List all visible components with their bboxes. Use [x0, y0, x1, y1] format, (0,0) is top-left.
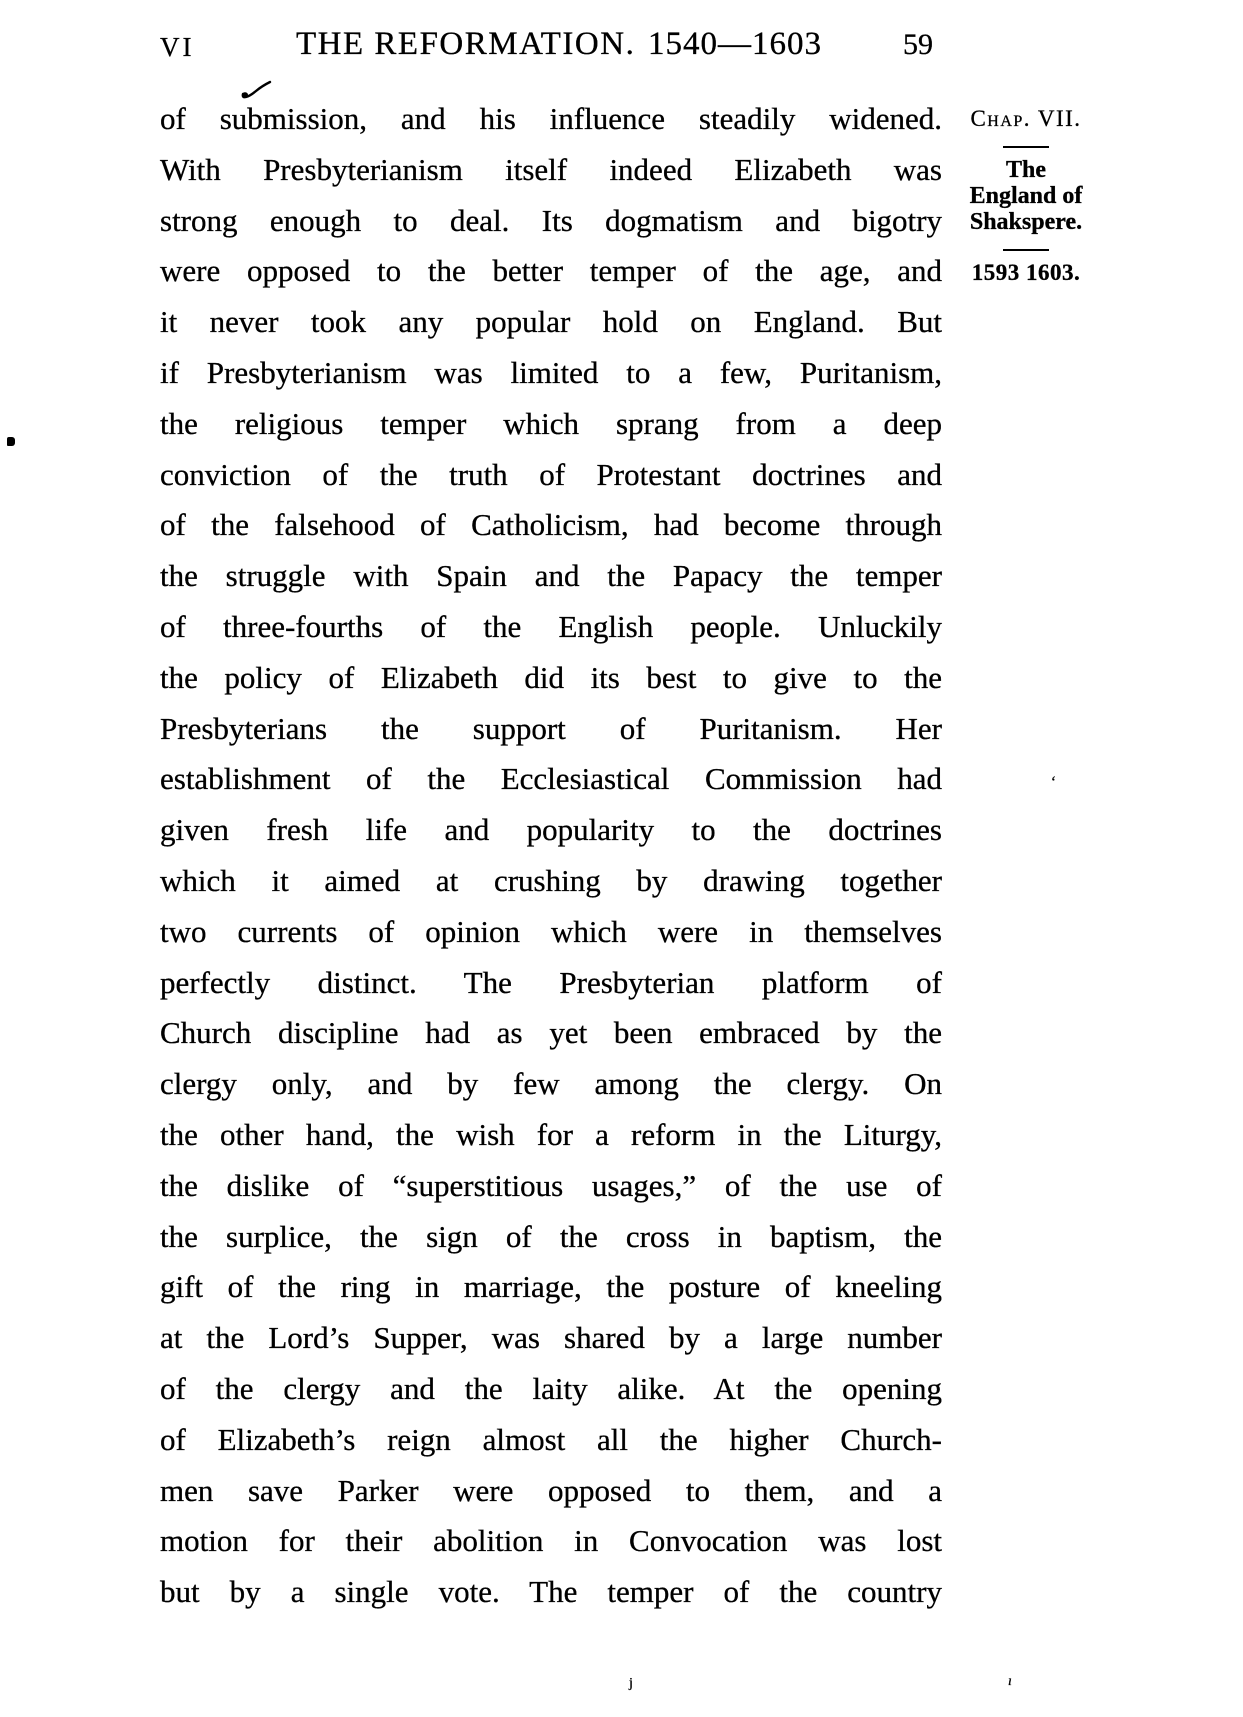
body-line: Church discipline had as yet been embraced by the: [160, 1015, 942, 1051]
header-chapter-roman: VI: [160, 32, 195, 62]
margin-rule-top: [1003, 146, 1049, 148]
scan-mark-bottom-left: j: [629, 1676, 633, 1691]
body-text-block: [160, 94, 942, 1618]
header-running-title: THE REFORMATION.: [296, 26, 636, 62]
body-line: establishment of the Ecclesiastical Commission had: [160, 761, 942, 797]
margin-notes-column: [952, 106, 1100, 286]
body-line: of the clergy and the laity alike. At the opening: [160, 1370, 942, 1406]
body-line: two currents of opinion which were in themselves: [160, 913, 942, 949]
body-line: gift of the ring in marriage, the posture of kneeling: [160, 1269, 942, 1305]
body-line: the dislike of “superstitious usages,” of the use of: [160, 1167, 942, 1203]
body-line: if Presbyterianism was limited to a few, Puritanism,: [160, 354, 942, 390]
body-line: which it aimed at crushing by drawing together: [160, 862, 942, 898]
body-line: strong enough to deal. Its dogmatism and bigotry: [160, 202, 942, 238]
body-line: conviction of the truth of Protestant doctrines and: [160, 456, 942, 492]
body-line: given fresh life and popularity to the doctrines: [160, 812, 942, 848]
margin-section-title-line: The: [1005, 157, 1046, 183]
body-line: were opposed to the better temper of the age, and: [160, 253, 942, 289]
body-line: the struggle with Spain and the Papacy the temper: [160, 558, 942, 594]
body-line: With Presbyterianism itself indeed Elizabeth was: [160, 151, 942, 187]
body-line: the surplice, the sign of the cross in baptism, the: [160, 1218, 942, 1254]
margin-section-title-line: Shakspere.: [969, 209, 1083, 235]
body-line: of Elizabeth’s reign almost all the higher Church-: [160, 1421, 942, 1457]
body-line: it never took any popular hold on England. But: [160, 304, 942, 340]
body-line: but by a single vote. The temper of the country: [160, 1574, 942, 1610]
body-line: at the Lord’s Supper, was shared by a large number: [160, 1320, 942, 1356]
body-line: the other hand, the wish for a reform in the Liturgy,: [160, 1116, 942, 1152]
header-page-number: 59: [903, 28, 933, 61]
margin-section-title-line: England of: [969, 183, 1083, 209]
scan-tick-right-margin: ‘: [1050, 774, 1056, 791]
header-date-range: 1540—1603: [648, 26, 822, 62]
body-line: the policy of Elizabeth did its best to give to the: [160, 659, 942, 695]
scan-speck-left-margin: [7, 437, 15, 446]
body-line: motion for their abolition in Convocation was lost: [160, 1523, 942, 1559]
margin-rule-bottom: [1003, 249, 1049, 251]
margin-date-range: 1593 1603.: [971, 260, 1081, 285]
margin-section-title: [952, 157, 1100, 235]
body-line: the religious temper which sprang from a deep: [160, 405, 942, 441]
scan-mark-bottom-right: ı: [1008, 1674, 1012, 1689]
body-line: Presbyterians the support of Puritanism. Her: [160, 710, 942, 746]
body-line: perfectly distinct. The Presbyterian platform of: [160, 964, 942, 1000]
body-line: of submission, and his influence steadily widened.: [160, 101, 942, 136]
body-line: men save Parker were opposed to them, and a: [160, 1472, 942, 1508]
margin-chapter-label: Chap. VII.: [970, 106, 1082, 131]
body-line: of the falsehood of Catholicism, had become through: [160, 507, 942, 543]
body-line: of three-fourths of the English people. Unluckily: [160, 608, 942, 644]
body-line: clergy only, and by few among the clergy. On: [160, 1066, 942, 1102]
